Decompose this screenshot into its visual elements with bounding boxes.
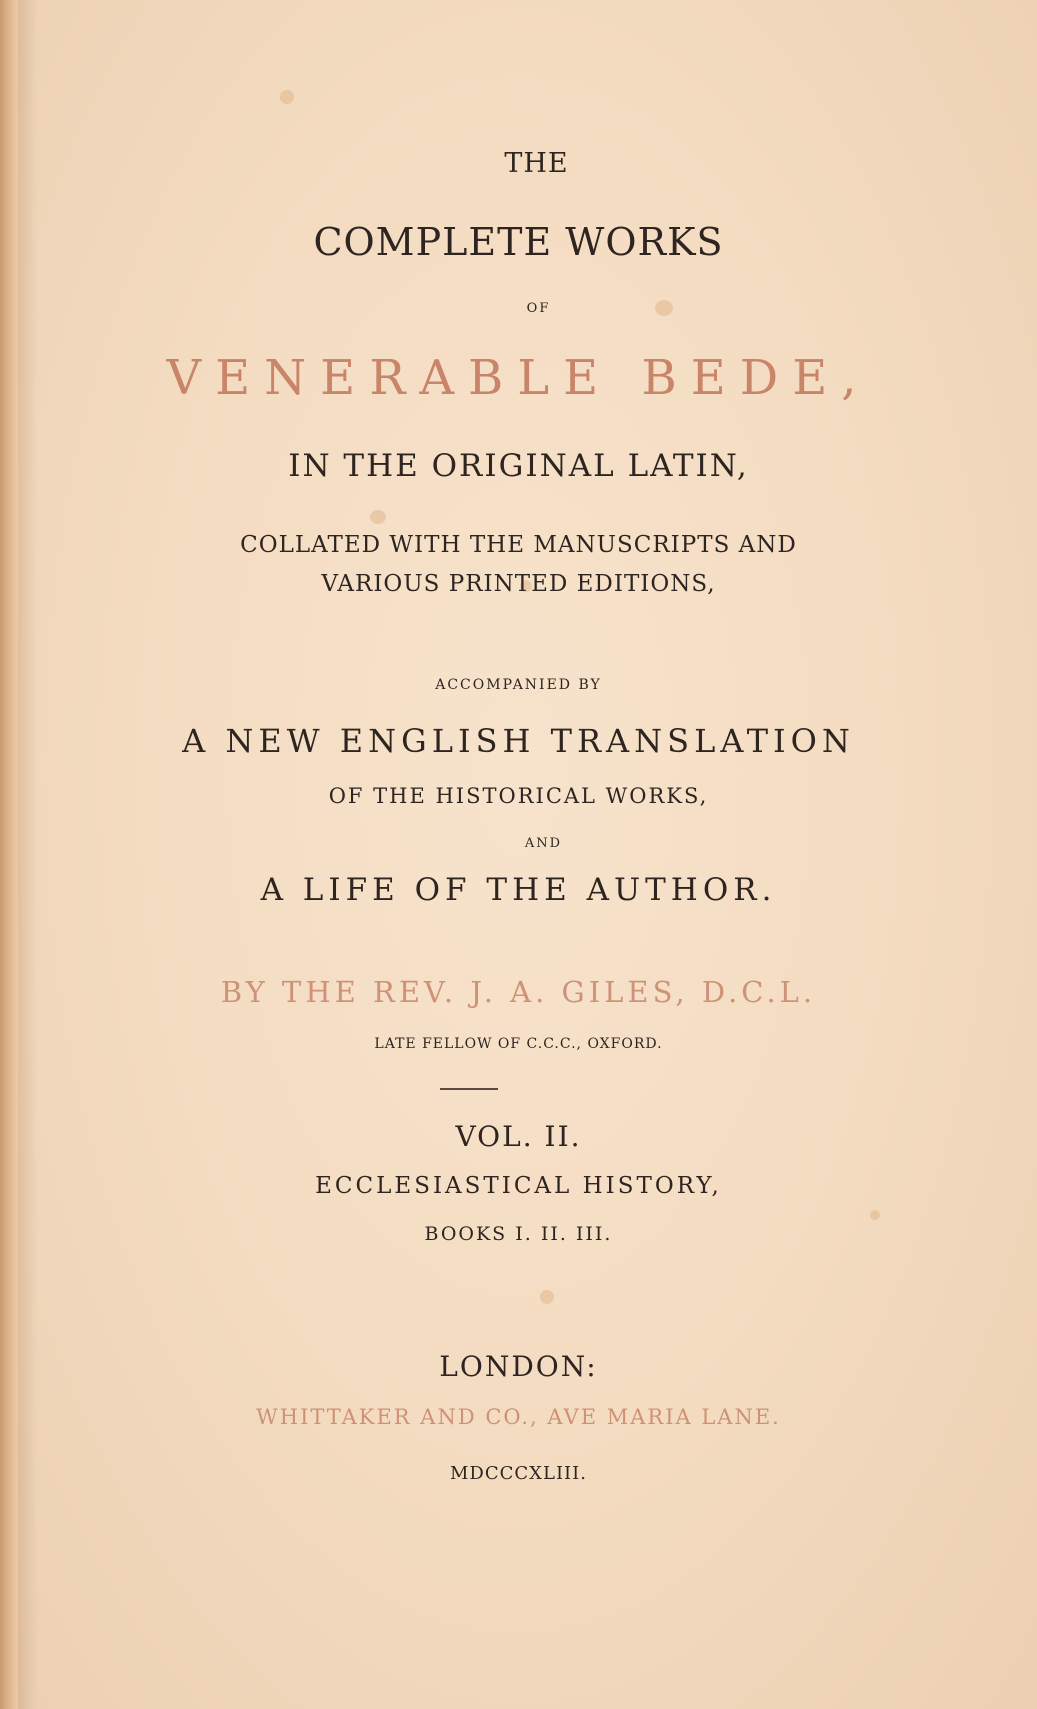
accompanied-by: ACCOMPANIED BY [435,677,602,693]
paper-stain [540,1290,554,1304]
volume-subject: ECCLESIASTICAL HISTORY, [315,1173,722,1199]
volume-number: VOL. II. [455,1120,582,1153]
books-included: BOOKS I. II. III. [424,1223,613,1245]
paper-stain [870,1210,880,1220]
new-english-translation: A NEW ENGLISH TRANSLATION [182,722,855,760]
editor-byline: BY THE REV. J. A. GILES, D.C.L. [220,975,817,1009]
title-of: OF [526,301,551,316]
imprint-publisher: WHITTAKER AND CO., AVE MARIA LANE. [256,1405,781,1429]
imprint-year: MDCCCXLIII. [450,1463,587,1484]
paper-stain [370,510,386,524]
collated-line-2: VARIOUS PRINTED EDITIONS, [321,571,716,597]
paper-stain [280,90,294,104]
divider-rule [440,1088,498,1090]
editor-fellowship: LATE FELLOW OF C.C.C., OXFORD. [374,1036,663,1052]
author-name: VENERABLE BEDE, [166,350,871,406]
imprint-city: LONDON: [439,1350,598,1383]
title-the: THE [504,148,569,179]
life-of-author: A LIFE OF THE AUTHOR. [260,872,777,908]
and-connector: AND [524,836,563,851]
historical-works: OF THE HISTORICAL WORKS, [328,784,709,808]
original-latin: IN THE ORIGINAL LATIN, [288,448,749,484]
title-complete-works: COMPLETE WORKS [313,220,724,264]
collated-line-1: COLLATED WITH THE MANUSCRIPTS AND [240,532,797,558]
